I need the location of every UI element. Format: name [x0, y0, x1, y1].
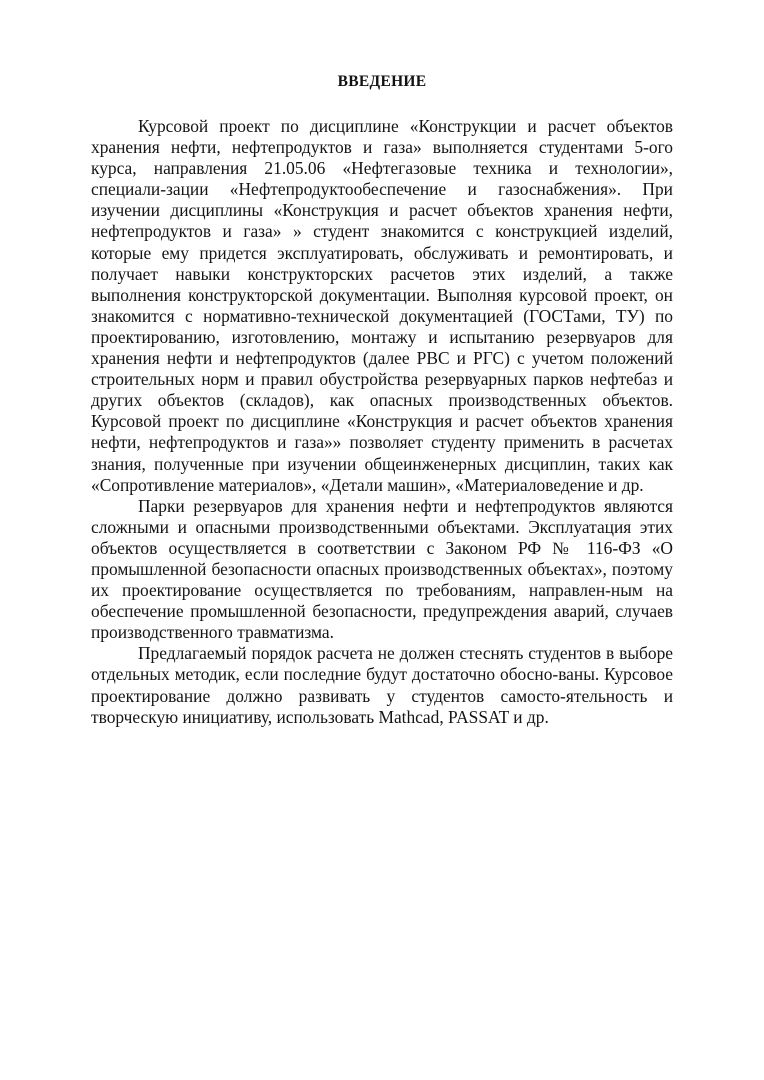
- paragraph-calculation-order: Предлагаемый порядок расчета не должен стеснять студентов в выборе отдельных методик, если последние будут достаточно обосно-ваны. Курсовое проектирование должно развивать у студентов самосто-ятельность и творческую инициативу, использовать Mathcad, PASSAT и др.: [91, 643, 673, 727]
- page-title: ВВЕДЕНИЕ: [337, 73, 427, 90]
- document-body: [91, 116, 673, 728]
- paragraph-tank-parks: Парки резервуаров для хранения нефти и нефтепродуктов являются сложными и опасными производственными объектами. Эксплуатация этих объектов осуществляется в соответствии с Законом РФ № 116-ФЗ «О промышленной безопасности опасных производственных объектах», поэтому их проектирование осуществляется по требованиям, направлен-ным на обеспечение промышленной безопасности, предупреждения аварий, случаев производственного травматизма.: [91, 495, 673, 643]
- paragraph-course-project: Курсовой проект по дисциплине «Конструкции и расчет объектов хранения нефти, нефтепродуктов и газа» выполняется студентами 5-ого курса, направления 21.05.06 «Нефтегазовые техника и технологии», специали-зации «Нефтепродуктообеспечение и газоснабжения». При изучении дисциплины «Конструкция и расчет объектов хранения нефти, нефтепродуктов и газа» » студент знакомится с конструкцией изделий, которые ему придется эксплуатировать, обслуживать и ремонтировать, и получает навыки конструкторских расчетов этих изделий, а также выполнения конструкторской документации. Выполняя курсовой проект, он знакомится с нормативно-технической документацией (ГОСТами, ТУ) по проектированию, изготовлению, монтажу и испытанию резервуаров для хранения нефти и нефтепродуктов (далее РВС и РГС) с учетом положений строительных норм и правил обустройства резервуарных парков нефтебаз и других объектов (складов), как опасных производственных объектов. Курсовой проект по дисциплине «Конструкция и расчет объектов хранения нефти, нефтепродуктов и газа»» позволяет студенту применить в расчетах знания, полученные при изучении общеинженерных дисциплин, таких как «Сопротивление материалов», «Детали машин», «Материаловедение и др.: [91, 116, 673, 495]
